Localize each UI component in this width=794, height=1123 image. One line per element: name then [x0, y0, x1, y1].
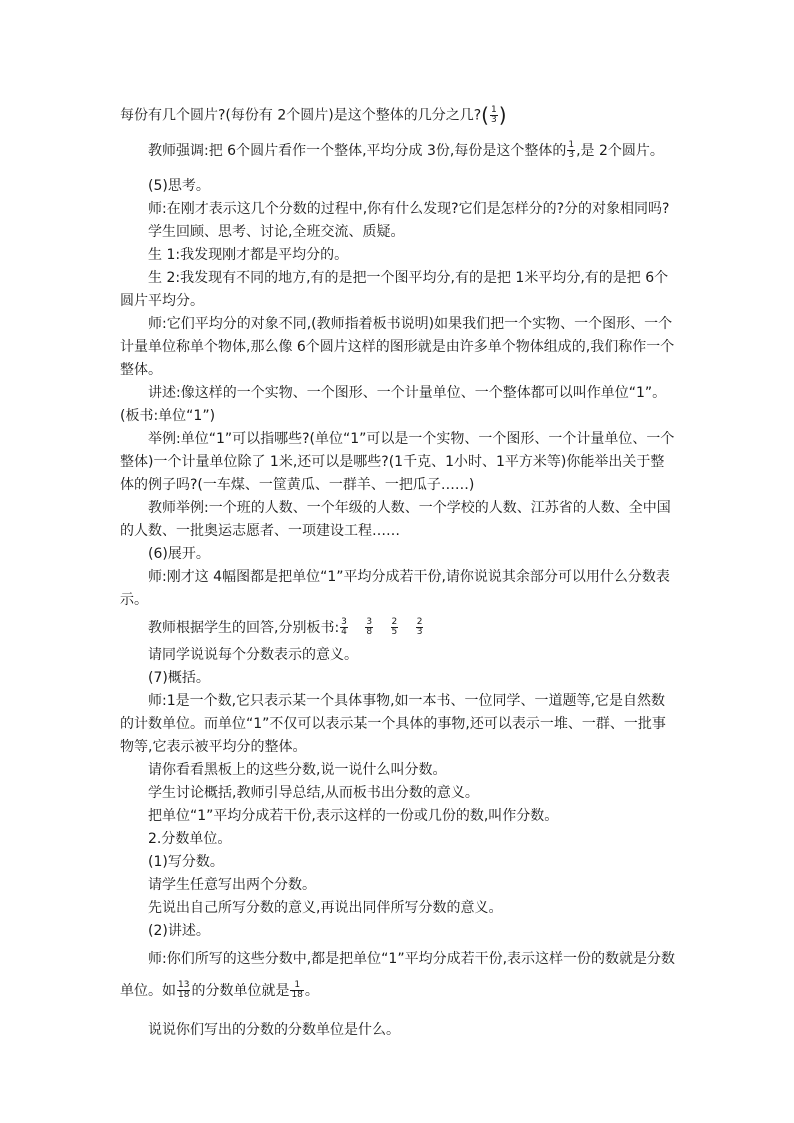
- fraction-numerator: 2: [416, 617, 423, 627]
- paragraph-8: 师:它们平均分的对象不同,(教师指着板书说明)如果我们把一个实物、一个图形、一个计量单位称单个物体,那么像 6个圆片这样的图形就是由许多单个物体组成的,我们称作一个整体。: [120, 315, 675, 378]
- paragraph-12: (6)展开。: [148, 545, 210, 562]
- fraction: [490, 106, 498, 125]
- paragraph-25: (2)讲述。: [148, 922, 210, 939]
- paren-close: ): [498, 103, 507, 127]
- fraction-denominator: 3: [490, 115, 497, 125]
- paragraph-24: 先说出自己所写分数的意义,再说出同伴所写分数的意义。: [148, 899, 503, 916]
- fraction-denominator: 3: [416, 627, 423, 637]
- paragraph-21: 2.分数单位。: [148, 830, 232, 847]
- paragraph-23: 请学生任意写出两个分数。: [148, 876, 316, 893]
- text: ,是 2个圆片。: [576, 142, 664, 159]
- fraction-denominator: 8: [366, 627, 373, 637]
- paren-open: (: [481, 103, 489, 127]
- paragraph-4: 师:在刚才表示这几个分数的过程中,你有什么发现?它们是怎样分的?分的对象相同吗?: [148, 200, 670, 217]
- fraction: [365, 618, 373, 637]
- paragraph-15: 请同学说说每个分数表示的意义。: [148, 646, 358, 663]
- paragraph-2: [120, 140, 676, 163]
- fraction-numerator: 1: [568, 140, 575, 150]
- fraction-numerator: 2: [391, 617, 398, 627]
- paragraph-16: (7)概括。: [148, 669, 210, 686]
- text: 教师根据学生的回答,分别板书:: [148, 619, 340, 636]
- fraction-numerator: 3: [341, 617, 347, 627]
- text: 每份有几个圆片?(每份有 2个圆片)是这个整体的几分之几?: [120, 107, 482, 124]
- fraction-numerator: 1: [290, 981, 303, 991]
- paragraph-26: [120, 943, 676, 1007]
- fraction: [416, 618, 424, 637]
- paragraph-3: (5)思考。: [148, 177, 210, 194]
- fraction-list: [339, 612, 435, 644]
- paragraph-20: 把单位“1”平均分成若干份,表示这样的一份或几份的数,叫作分数。: [148, 807, 559, 824]
- fraction-denominator: 5: [391, 627, 398, 637]
- paragraph-14: [120, 612, 676, 644]
- fraction-numerator: 13: [178, 980, 190, 990]
- paragraph-7: 生 2:我发现有不同的地方,有的是把一个图平均分,有的是把 1米平均分,有的是把 6个圆片平均分。: [120, 269, 669, 309]
- paragraph-19: 学生讨论概括,教师引导总结,从而板书出分数的意义。: [148, 784, 479, 801]
- paragraph-18: 请你看看黑板上的这些分数,说一说什么叫分数。: [148, 761, 447, 778]
- paragraph-22: (1)写分数。: [148, 853, 224, 870]
- fraction-denominator: 3: [568, 150, 575, 160]
- fraction-numerator: 3: [366, 617, 373, 627]
- text: 师:你们所写的这些分数中,都是把单位“1”平均分成若干份,表示这样一份的数就是分数单位。如: [120, 950, 676, 999]
- fraction: [340, 618, 348, 637]
- text: 的分数单位就是: [191, 982, 290, 999]
- paragraph-27: 说说你们写出的分数的分数单位是什么。: [148, 1021, 400, 1038]
- fraction-denominator: 18: [178, 990, 190, 1000]
- fraction-numerator: 1: [490, 105, 497, 115]
- paragraph-13: 师:刚才这 4幅图都是把单位“1”平均分成若干份,请你说说其余部分可以用什么分数表示。: [120, 568, 670, 608]
- text: 。: [304, 982, 319, 999]
- paragraph-6: 生 1:我发现刚才都是平均分的。: [148, 246, 349, 263]
- document-body: [120, 104, 676, 1042]
- fraction-denominator: 18: [291, 990, 303, 1000]
- paragraph-9: 讲述:像这样的一个实物、一个图形、一个计量单位、一个整体都可以叫作单位“1”。(板书:单位“1”): [120, 384, 667, 424]
- fraction: [290, 981, 303, 1000]
- fraction-denominator: 4: [341, 627, 347, 637]
- paragraph-10: 举例:单位“1”可以指哪些?(单位“1”可以是一个实物、一个图形、一个计量单位、一个整体)一个计量单位除了 1米,还可以是哪些?(1千克、1小时、1平方米等)你能举出关于整体的例子吗?(一车煤、一筐黄瓜、一群羊、一把瓜子……): [120, 430, 675, 493]
- paragraph-17: 师:1是一个数,它只表示某一个具体事物,如一本书、一位同学、一道题等,它是自然数的计数单位。而单位“1”不仅可以表示某一个具体的事物,还可以表示一堆、一群、一批事物等,它表示被平均分的整体。: [120, 692, 666, 755]
- fraction: [567, 141, 575, 160]
- text: 教师强调:把 6个圆片看作一个整体,平均分成 3份,每份是这个整体的: [148, 142, 567, 159]
- paragraph-11: 教师举例:一个班的人数、一个年级的人数、一个学校的人数、江苏省的人数、全中国的人数、一批奥运志愿者、一项建设工程……: [120, 499, 671, 539]
- fraction: [391, 618, 399, 637]
- paragraph-1: [120, 104, 676, 128]
- fraction: [177, 981, 190, 1000]
- paragraph-5: 学生回顾、思考、讨论,全班交流、质疑。: [148, 223, 405, 240]
